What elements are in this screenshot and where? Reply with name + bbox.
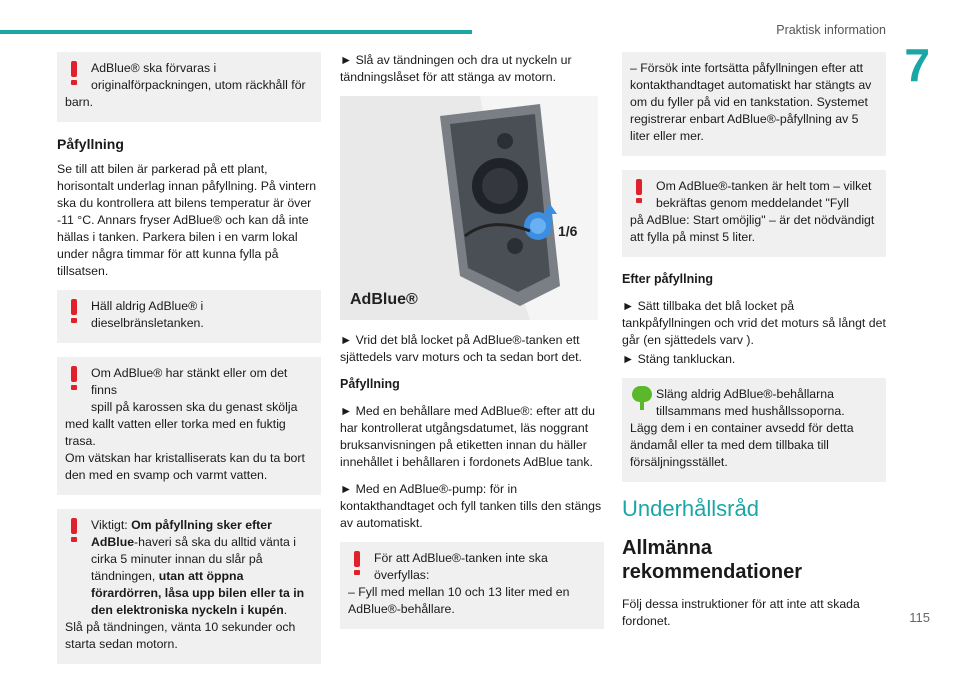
column-2	[340, 52, 604, 643]
warning-icon	[71, 366, 77, 390]
header-accent-bar	[0, 30, 472, 34]
adblue-filler-figure	[340, 96, 598, 320]
subtitle-general-recommendations: Allmänna rekommendationer	[622, 537, 803, 583]
info-box-station: – Försök inte fortsätta påfyllningen efter att kontakthandtaget automatiskt har stängts av om du fyller på vid en tankstation. Systemet registrerar enbart AdBlue®-påfyllning av 5 liter eller mer.	[622, 52, 886, 156]
instruction-close-flap: ► Stäng tankluckan.	[622, 352, 736, 366]
heading-refill-2: Påfyllning	[340, 377, 400, 391]
warning-icon	[71, 518, 77, 542]
chapter-number: 7	[904, 39, 930, 91]
section-header: Praktisk information	[776, 23, 886, 37]
warning-icon	[71, 61, 77, 85]
section-title-maintenance: Underhållsråd	[622, 496, 759, 521]
filler-illustration	[340, 96, 598, 320]
column-1	[57, 52, 321, 678]
eco-tree-icon	[632, 386, 652, 410]
warning-box-overfill: För att AdBlue®-tanken inte ska överfyllas: – Fyll med mellan 10 och 13 liter med en AdBlue®-behållare.	[340, 542, 604, 629]
paragraph-follow-instructions: Följ dessa instruktioner för att inte att skada fordonet.	[622, 597, 860, 628]
instruction-cap: ► Vrid det blå locket på AdBlue®-tanken ett sjättedels varv moturs och ta sedan bort det.	[340, 333, 582, 364]
paragraph-refill: Se till att bilen är parkerad på ett plant, horisontalt underlag innan påfyllning. På vintern ska du kontrollera att bilens temperatur är över -11 °C. Annars fryser AdBlue® och kan då inte hällas i tanken. Parkera bilen i en varm lokal under några timmar för att kunna fylla på tillsatsen.	[57, 162, 317, 278]
column-3	[622, 52, 886, 640]
warning-icon	[354, 551, 360, 575]
warning-icon	[636, 179, 642, 203]
warning-box-empty-tank: Om AdBlue®-tanken är helt tom – vilket bekräftas genom meddelandet "Fyll på AdBlue: Start omöjlig" – är det nödvändigt att fylla på minst 5 liter.	[622, 170, 886, 257]
warning-box-diesel: Häll aldrig AdBlue® i dieselbränsletanken.	[57, 290, 321, 343]
instruction-replace-cap: ► Sätt tillbaka det blå locket på tankpåfyllningen och vrid det moturs så långt det går (en sjättedels varv ).	[622, 299, 886, 347]
instruction-container: ► Med en behållare med AdBlue®: efter att du har kontrollerat utgångsdatumet, läs noggrant bruksanvisningen på etiketten innan du häller innehållet i behållaren i fordonets AdBlue tank.	[340, 404, 596, 469]
warning-box-important: Viktigt: Om påfyllning sker efter AdBlue-haveri så ska du alltid vänta i cirka 5 minuter innan du slår på tändningen, utan att öppna förardörren, låsa upp bilen eller ta in den elektroniska nyckeln i kupén. Slå på tändningen, vänta 10 sekunder och starta sedan motorn.	[57, 509, 321, 664]
warning-icon	[71, 299, 77, 323]
heading-refill: Påfyllning	[57, 136, 124, 152]
figure-step-label: 1/6	[558, 223, 578, 239]
heading-after-refill: Efter påfyllning	[622, 272, 713, 286]
instruction-pump: ► Med en AdBlue®-pump: för in kontakthandtaget och fyll tanken tills den stängs av automatiskt.	[340, 482, 602, 530]
warning-box-storage: AdBlue® ska förvaras i originalförpackningen, utom räckhåll för barn.	[57, 52, 321, 122]
figure-adblue-label: AdBlue®	[350, 291, 418, 308]
page-number: 115	[909, 610, 930, 625]
warning-box-spill: Om AdBlue® har stänkt eller om det finns spill på karossen ska du genast skölja med kallt vatten eller torka med en fuktig trasa. Om vätskan har kristalliserats kan du ta bort den med en svamp och varmt vatten.	[57, 357, 321, 495]
instruction-ignition: ► Slå av tändningen och dra ut nyckeln ur tändningslåset för att stänga av motorn.	[340, 53, 572, 84]
eco-box-disposal: Släng aldrig AdBlue®-behållarna tillsammans med hushållssoporna. Lägg dem i en container avsedd för detta ändamål eller ta med dem tillbaka till försäljningsstället.	[622, 378, 886, 482]
